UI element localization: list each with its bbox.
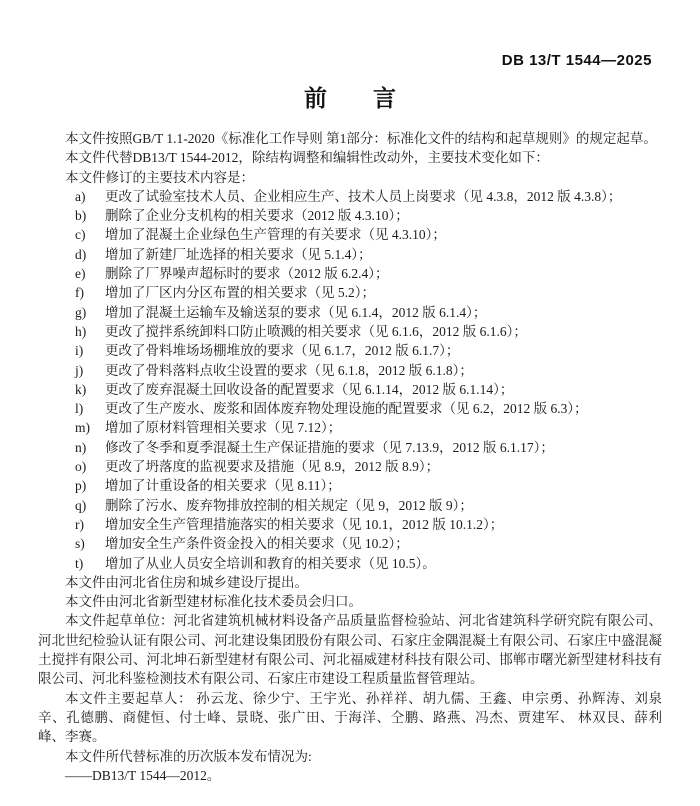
change-item <box>38 476 662 495</box>
centralized-body-paragraph: 本文件由河北省新型建材标准化技术委员会归口。 <box>65 594 362 610</box>
change-item <box>38 225 662 244</box>
change-item-text: 增加了计重设备的相关要求（见 8.11）； <box>105 478 341 494</box>
change-item-letter: r) <box>75 516 84 532</box>
change-item-text: 增加了新建厂址选择的相关要求（见 5.1.4）； <box>105 246 372 262</box>
change-item-letter: g) <box>75 304 87 320</box>
change-item <box>38 496 662 515</box>
change-item-letter: l) <box>75 401 84 417</box>
change-item-text: 更改了生产废水、废浆和固体废弃物处理设施的配置要求（见 6.2，2012 版 6.3）； <box>105 401 588 417</box>
change-item-text: 删除了企业分支机构的相关要求（2012 版 4.3.10）； <box>105 208 409 224</box>
foreword-title: 前 言 <box>304 85 396 111</box>
change-item-letter: o) <box>75 459 87 475</box>
change-item <box>38 264 662 283</box>
change-item <box>38 380 662 399</box>
change-item-text: 更改了坍落度的监视要求及措施（见 8.9，2012 版 8.9）； <box>105 459 440 475</box>
change-item-text: 增加了从业人员安全培训和教育的相关要求（见 10.5）。 <box>105 555 436 571</box>
change-item-text: 更改了废弃混凝土回收设备的配置要求（见 6.1.14，2012 版 6.1.14）； <box>105 381 514 397</box>
version-history-intro: 本文件所代替标准的历次版本发布情况为: <box>65 748 312 764</box>
change-item <box>38 515 662 534</box>
change-item-text: 更改了骨料堆场场棚堆放的要求（见 6.1.7，2012 版 6.1.7）； <box>105 343 460 359</box>
change-item-text: 增加了厂区内分区布置的相关要求（见 5.2）； <box>105 285 375 301</box>
change-item-text: 增加安全生产管理措施落实的相关要求（见 10.1，2012 版 10.1.2）； <box>105 516 504 532</box>
standard-number: DB 13/T 1544—2025 <box>501 52 652 69</box>
proposing-body-paragraph: 本文件由河北省住房和城乡建设厅提出。 <box>65 574 308 590</box>
change-item-text: 更改了搅拌系统卸料口防止喷溅的相关要求（见 6.1.6，2012 版 6.1.6）； <box>105 323 527 339</box>
change-item-letter: k) <box>75 381 87 397</box>
change-item <box>38 399 662 418</box>
change-item-letter: s) <box>75 536 85 552</box>
change-item <box>38 438 662 457</box>
change-item <box>38 534 662 553</box>
change-item-letter: m) <box>75 420 90 436</box>
change-item <box>38 322 662 341</box>
change-item-letter: b) <box>75 208 87 224</box>
change-item-letter: e) <box>75 266 86 282</box>
change-item-text: 修改了冬季和夏季混凝土生产保证措施的要求（见 7.13.9，2012 版 6.1.17）； <box>105 439 554 455</box>
change-item-text: 更改了试验室技术人员、企业相应生产、技术人员上岗要求（见 4.3.8，2012 版 4.3.8）； <box>105 188 622 204</box>
change-item-text: 增加了原材料管理相关要求（见 7.12）； <box>105 420 342 436</box>
change-item <box>38 303 662 322</box>
document-body <box>38 129 662 785</box>
change-item-text: 删除了污水、废弃物排放控制的相关规定（见 9，2012 版 9）； <box>105 497 473 513</box>
change-item-letter: j) <box>75 362 84 378</box>
change-item <box>38 341 662 360</box>
change-item-letter: t) <box>75 555 84 571</box>
intro-paragraph: 本文件修订的主要技术内容是： <box>65 169 254 185</box>
change-item-letter: p) <box>75 478 87 494</box>
change-item <box>38 554 662 573</box>
change-item-text: 增加了混凝土运输车及输送泵的要求（见 6.1.4，2012 版 6.1.4）； <box>105 304 487 320</box>
change-item-letter: n) <box>75 439 87 455</box>
change-item <box>38 361 662 380</box>
change-item <box>38 283 662 302</box>
change-item-letter: q) <box>75 497 87 513</box>
drafters-paragraph: 本文件主要起草人： 孙云龙、徐少宁、王宇光、孙祥祥、胡九儒、王鑫、申宗勇、孙辉涛、刘泉辛、孔德鹏、商健恒、付士峰、景晓、张广田、于海洋、仝鹏、路燕、冯杰、贾建军、 林双艮、薛利峰、李赛。 <box>38 690 662 745</box>
intro-paragraph: 本文件代替DB13/T 1544-2012，除结构调整和编辑性改动外，主要技术变化如下： <box>65 150 549 166</box>
previous-version: ——DB13/T 1544—2012。 <box>65 767 221 783</box>
change-item-letter: a) <box>75 188 86 204</box>
change-item <box>38 418 662 437</box>
drafting-organizations-paragraph: 本文件起草单位：河北省建筑机械材料设备产品质量监督检验站、河北省建筑科学研究院有限公司、河北世纪检验认证有限公司、河北建设集团股份有限公司、石家庄金隅混凝土有限公司、石家庄中盛混凝土搅拌有限公司、河北坤石新型建材有限公司、河北福威建材科技有限公司、邯郸市曙光新型建材科技有限公司、河北科鉴检测技术有限公司、石家庄市建设工程质量监督管理站。 <box>38 613 662 687</box>
change-item-letter: d) <box>75 246 87 262</box>
change-item-letter: c) <box>75 227 86 243</box>
change-item-text: 更改了骨料落料点收尘设置的要求（见 6.1.8，2012 版 6.1.8）； <box>105 362 473 378</box>
change-item <box>38 187 662 206</box>
change-item-text: 删除了厂界噪声超标时的要求（2012 版 6.2.4）； <box>105 266 389 282</box>
change-item <box>38 457 662 476</box>
change-item-letter: h) <box>75 323 87 339</box>
change-item-letter: i) <box>75 343 84 359</box>
change-item-letter: f) <box>75 285 84 301</box>
change-item-text: 增加安全生产条件资金投入的相关要求（见 10.2）； <box>105 536 409 552</box>
intro-paragraph: 本文件按照GB/T 1.1-2020《标准化工作导则 第1部分：标准化文件的结构和起草规则》的规定起草。 <box>65 131 657 146</box>
change-item-text: 增加了混凝土企业绿色生产管理的有关要求（见 4.3.10）； <box>105 227 446 243</box>
change-item <box>38 245 662 264</box>
change-item <box>38 206 662 225</box>
